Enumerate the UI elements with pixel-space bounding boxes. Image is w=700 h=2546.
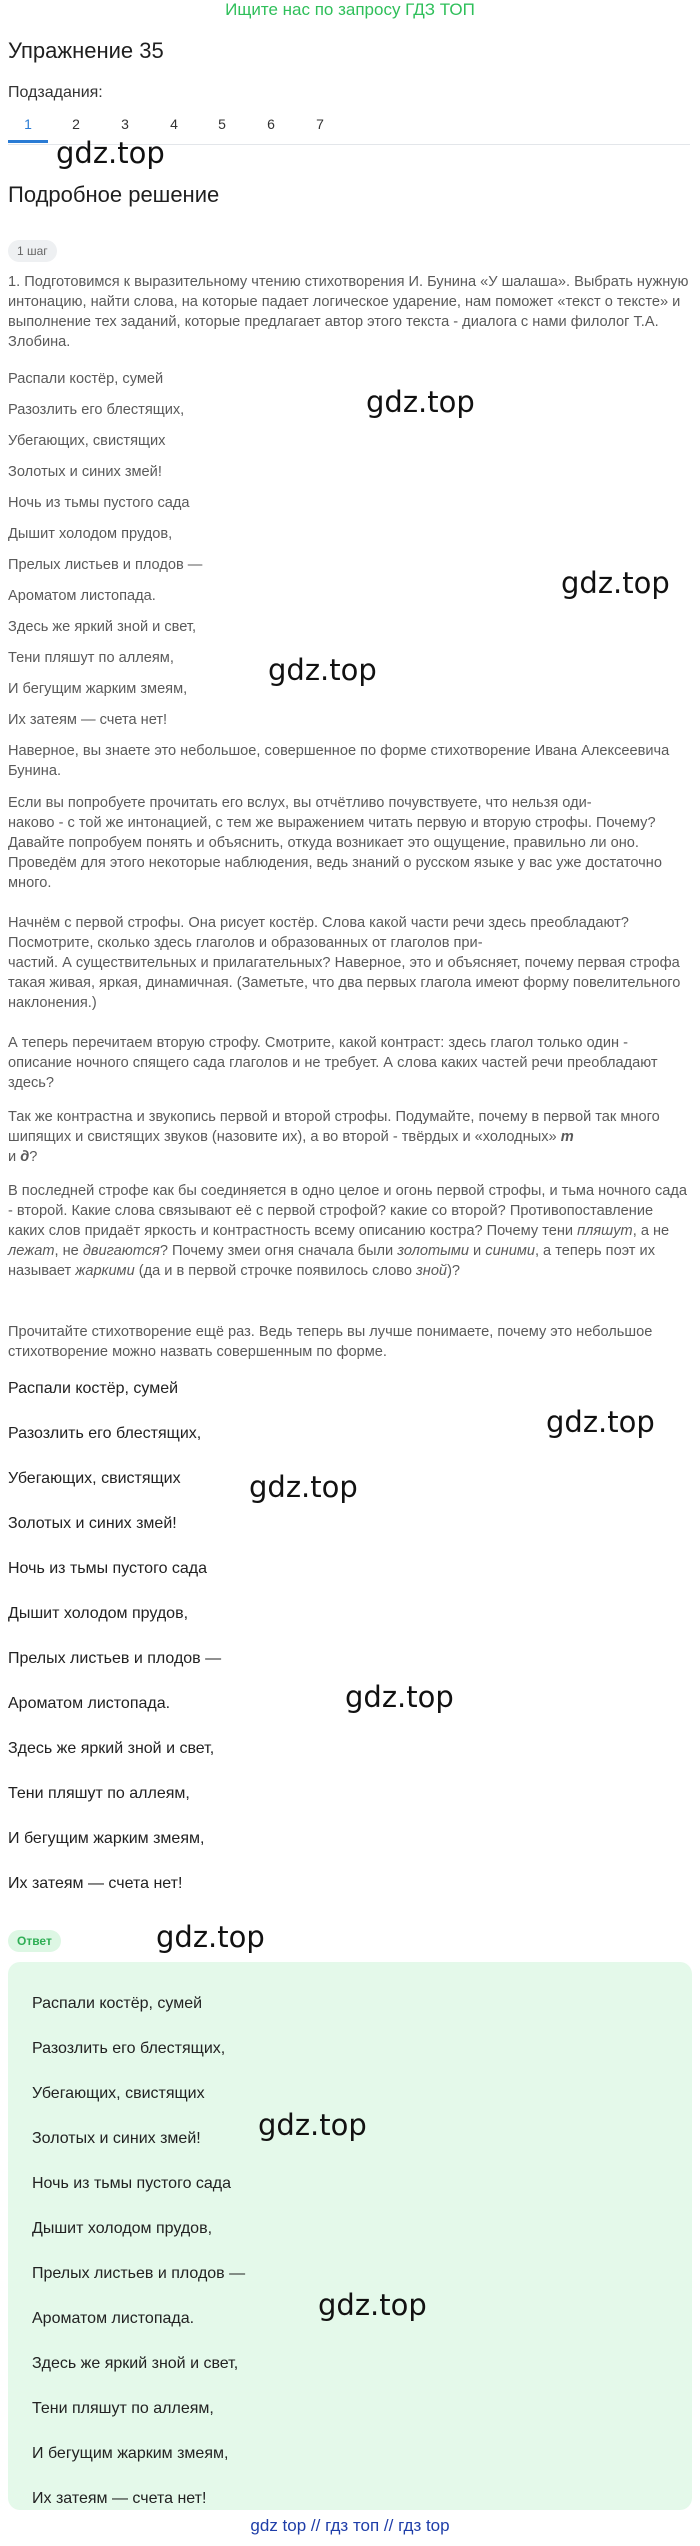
watermark: gdz.top	[561, 566, 670, 600]
paragraph: Так же контрастна и звукопись первой и второй строфы. Подумайте, почему в первой так много шипящих и свистящих звуков (назовите их), а во второй - твёрдых и «холодных» т и д?	[8, 1109, 660, 1165]
answer-line: Их затеям — счета нет!	[32, 2490, 207, 2507]
tab-6[interactable]: 6	[267, 116, 275, 132]
paragraph: Наверное, вы знаете это небольшое, совершенное по форме стихотворение Ивана Алексеевича Бунина.	[8, 743, 670, 779]
watermark: gdz.top	[345, 1680, 454, 1714]
poem-line: Здесь же яркий зной и свет,	[8, 1740, 215, 1757]
tab-3[interactable]: 3	[121, 116, 129, 132]
watermark: gdz.top	[249, 1470, 358, 1504]
poem-line: Золотых и синих змей!	[8, 464, 162, 480]
watermark: gdz.top	[268, 653, 377, 687]
poem-line: Их затеям — счета нет!	[8, 712, 168, 728]
paragraph: Если вы попробуете прочитать его вслух, вы отчётливо почувствуете, что нельзя оди- наково - с той же интонацией, с тем же выражением читать первую и вторую строфы. Почему? Давайте попробуем понять и объяснить, откуда возникает это ощущение, правильно ли оно. Проведём для этого некоторые наблюдения, ведь знаний о русском языке у вас уже достаточно много.	[8, 795, 662, 891]
answer-line: Убегающих, свистящих	[32, 2085, 205, 2102]
tab-7[interactable]: 7	[316, 116, 324, 132]
paragraph: Прочитайте стихотворение ещё раз. Ведь теперь вы лучше понимаете, почему это небольшое стихотворение можно назвать совершенным по форме.	[8, 1324, 653, 1360]
poem-line: Прелых листьев и плодов —	[8, 1650, 222, 1667]
poem-line: Разозлить его блестящих,	[8, 402, 185, 418]
poem-line: Прелых листьев и плодов —	[8, 557, 203, 573]
answer-line: Золотых и синих змей!	[32, 2130, 201, 2147]
poem-line: Здесь же яркий зной и свет,	[8, 619, 197, 635]
poem-line: Разозлить его блестящих,	[8, 1425, 202, 1442]
page-title: Упражнение 35	[8, 38, 164, 63]
top-banner[interactable]: Ищите нас по запросу ГДЗ ТОП	[225, 0, 475, 19]
poem-line: Распали костёр, сумей	[8, 371, 164, 387]
poem-line: Ароматом листопада.	[8, 588, 156, 604]
poem-line: Ночь из тьмы пустого сада	[8, 1560, 208, 1577]
subtasks-label: Подзадания:	[8, 84, 103, 101]
poem-line: Их затеям — счета нет!	[8, 1875, 183, 1892]
paragraph: В последней строфе как бы соединяется в одно целое и огонь первой строфы, и тьма ночного сада - второй. Какие слова связывают её с первой строфой? какие со второй? Противопоставление каких слов придаёт яркость и контрастность всему описанию костра? Почему тени пляшут, а не лежат, не двигаются? Почему змеи огня сначала были золотыми и синими, а теперь поэт их называет жаркими (да и в первой строчке появилось слово зной)?	[8, 1183, 687, 1279]
step-badge: 1 шаг	[8, 240, 57, 262]
poem-line: Тени пляшут по аллеям,	[8, 650, 174, 666]
tab-4[interactable]: 4	[170, 116, 178, 132]
poem-line: Убегающих, свистящих	[8, 433, 166, 449]
answer-line: Ароматом листопада.	[32, 2310, 195, 2327]
tab-2[interactable]: 2	[72, 116, 80, 132]
answer-line: Здесь же яркий зной и свет,	[32, 2355, 239, 2372]
poem-line: Ночь из тьмы пустого сада	[8, 495, 190, 511]
watermark: gdz.top	[156, 1920, 265, 1954]
poem-line: Золотых и синих змей!	[8, 1515, 177, 1532]
answer-line: Тени пляшут по аллеям,	[32, 2400, 214, 2417]
solution-heading: Подробное решение	[8, 182, 220, 207]
answer-line: Ночь из тьмы пустого сада	[32, 2175, 232, 2192]
answer-line: Дышит холодом прудов,	[32, 2220, 213, 2237]
poem-line: Дышит холодом прудов,	[8, 526, 173, 542]
footer-links[interactable]: gdz top // гдз топ // гдз top	[250, 2516, 450, 2535]
poem-line: Ароматом листопада.	[8, 1695, 171, 1712]
watermark: gdz.top	[56, 136, 165, 170]
watermark: gdz.top	[318, 2288, 427, 2322]
watermark: gdz.top	[546, 1405, 655, 1439]
watermark: gdz.top	[366, 385, 475, 419]
paragraph: А теперь перечитаем вторую строфу. Смотрите, какой контраст: здесь глагол только один - описание ночного спящего сада глаголов и не требует. А слова каких частей речи преобладают здесь?	[8, 1035, 658, 1091]
answer-line: Разозлить его блестящих,	[32, 2040, 226, 2057]
watermark: gdz.top	[258, 2108, 367, 2142]
intro-paragraph: 1. Подготовимся к выразительному чтению стихотворения И. Бунина «У шалаша». Выбрать нужную интонацию, найти слова, на которые падает логическое ударение, нам поможет «текст о тексте» и выполнение тех заданий, которые предлагает автор этого текста - диалога с нами филолог Т.А. Злобина.	[8, 274, 689, 350]
poem-line: И бегущим жарким змеям,	[8, 1830, 205, 1847]
poem-line: И бегущим жарким змеям,	[8, 681, 188, 697]
answer-line: И бегущим жарким змеям,	[32, 2445, 229, 2462]
poem-line: Убегающих, свистящих	[8, 1470, 181, 1487]
answer-line: Распали костёр, сумей	[32, 1995, 203, 2012]
answer-badge: Ответ	[8, 1930, 61, 1952]
poem-line: Распали костёр, сумей	[8, 1380, 179, 1397]
answer-line: Прелых листьев и плодов —	[32, 2265, 246, 2282]
tab-5[interactable]: 5	[218, 116, 226, 132]
paragraph: Начнём с первой строфы. Она рисует костёр. Слова какой части речи здесь преобладают? Посмотрите, сколько здесь глаголов и образованных от глаголов при- частий. А существительных и прилагательных? Наверное, это и объясняет, почему первая строфа такая живая, яркая, динамичная. (Заметьте, что два первых глагола имеют форму повелительного наклонения.)	[8, 915, 681, 1011]
tab-1[interactable]: 1	[8, 116, 48, 143]
poem-line: Дышит холодом прудов,	[8, 1605, 189, 1622]
poem-line: Тени пляшут по аллеям,	[8, 1785, 190, 1802]
